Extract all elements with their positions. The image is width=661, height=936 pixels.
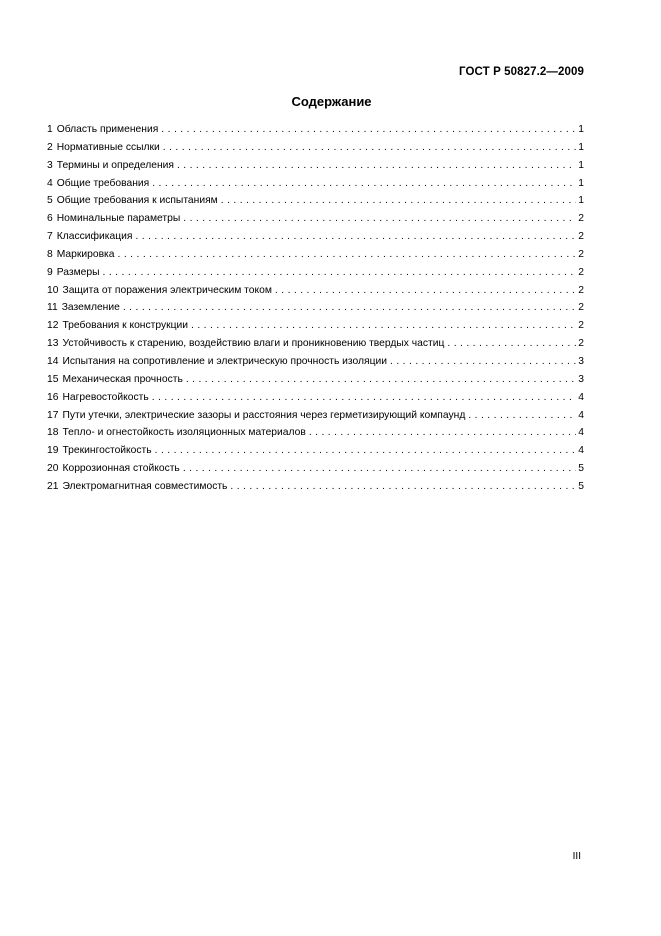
toc-entry-title: Трекингостойкость <box>62 445 152 457</box>
toc-entry-title: Область применения <box>56 124 159 135</box>
toc-entry[interactable] <box>47 410 584 428</box>
toc-entry-number: 7 <box>47 231 53 243</box>
toc-entry-page: 2 <box>578 338 584 350</box>
toc-dot-leader <box>447 338 576 349</box>
toc-entry-number: 4 <box>47 177 53 189</box>
toc-entry[interactable] <box>47 160 584 178</box>
toc-entry-number: 8 <box>47 248 53 260</box>
toc-dot-leader <box>161 124 576 135</box>
toc-entry-title: Маркировка <box>56 248 115 260</box>
toc-entry-number: 1 <box>47 124 53 135</box>
toc-entry-page: 2 <box>578 231 584 243</box>
toc-entry-title: Коррозионная стойкость <box>62 463 180 475</box>
toc-dot-leader <box>468 410 576 421</box>
toc-entry-title: Тепло- и огнестойкость изоляционных материалов <box>62 427 306 439</box>
toc-entry-title: Заземление <box>61 302 120 314</box>
toc-entry[interactable] <box>47 481 584 499</box>
toc-entry-number: 6 <box>47 213 53 225</box>
toc-entry[interactable] <box>47 463 584 481</box>
toc-dot-leader <box>177 160 576 171</box>
toc-dot-leader <box>186 374 576 385</box>
toc-title: Содержание <box>291 94 372 109</box>
toc-dot-leader <box>152 392 577 403</box>
toc-entry[interactable] <box>47 231 584 249</box>
toc-entry-title: Термины и определения <box>56 159 174 171</box>
toc-entry-page: 3 <box>578 373 584 385</box>
toc-entry-page: 1 <box>578 124 584 135</box>
toc-entry[interactable] <box>47 374 584 392</box>
toc-dot-leader <box>221 195 577 206</box>
toc-entry-page: 4 <box>578 427 584 439</box>
toc-entry[interactable] <box>47 178 584 196</box>
toc-entry-page: 2 <box>578 320 584 332</box>
toc-entry[interactable] <box>47 356 584 374</box>
toc-dot-leader <box>230 481 576 492</box>
toc-entry[interactable] <box>47 142 584 160</box>
toc-entry-page: 1 <box>578 141 584 153</box>
toc-entry[interactable] <box>47 213 584 231</box>
toc-entry-page: 5 <box>578 480 584 492</box>
toc-entry-title: Механическая прочность <box>62 373 183 385</box>
table-of-contents <box>47 124 584 499</box>
toc-entry-page: 2 <box>578 284 584 296</box>
toc-entry-page: 2 <box>578 248 584 260</box>
toc-entry[interactable] <box>47 320 584 338</box>
toc-entry-page: 5 <box>578 463 584 475</box>
toc-entry-page: 4 <box>578 409 584 421</box>
toc-entry-title: Требования к конструкции <box>62 320 189 332</box>
toc-dot-leader <box>183 213 576 224</box>
toc-entry-page: 3 <box>578 355 584 367</box>
toc-entry[interactable] <box>47 285 584 303</box>
toc-entry-number: 18 <box>47 427 59 439</box>
toc-dot-leader <box>123 302 576 313</box>
toc-entry[interactable] <box>47 445 584 463</box>
toc-dot-leader <box>118 249 577 260</box>
toc-entry-title: Пути утечки, электрические зазоры и расстояния через герметизирующий компаунд <box>62 409 466 421</box>
toc-dot-leader <box>135 231 576 242</box>
toc-entry-page: 2 <box>578 302 584 314</box>
toc-entry-number: 14 <box>47 355 59 367</box>
toc-entry-number: 10 <box>47 284 59 296</box>
toc-entry-page: 4 <box>578 445 584 457</box>
toc-entry-title: Общие требования <box>56 177 150 189</box>
toc-entry-number: 3 <box>47 159 53 171</box>
toc-entry-page: 1 <box>578 195 584 207</box>
toc-entry-number: 9 <box>47 266 53 278</box>
toc-entry-page: 1 <box>578 177 584 189</box>
toc-entry[interactable] <box>47 124 584 142</box>
toc-dot-leader <box>103 267 577 278</box>
toc-dot-leader <box>183 463 576 474</box>
toc-entry-title: Общие требования к испытаниям <box>56 195 218 207</box>
toc-entry[interactable] <box>47 267 584 285</box>
toc-entry-page: 2 <box>578 266 584 278</box>
toc-entry-number: 5 <box>47 195 53 207</box>
toc-entry-page: 2 <box>578 213 584 225</box>
toc-entry-number: 16 <box>47 391 59 403</box>
toc-entry-title: Нормативные ссылки <box>56 141 160 153</box>
toc-entry-title: Размеры <box>56 266 100 278</box>
toc-dot-leader <box>152 178 576 189</box>
toc-dot-leader <box>163 142 576 153</box>
toc-entry[interactable] <box>47 302 584 320</box>
toc-entry-number: 12 <box>47 320 59 332</box>
toc-dot-leader <box>191 320 576 331</box>
toc-entry-title: Нагревостойкость <box>62 391 149 403</box>
toc-dot-leader <box>309 427 576 438</box>
toc-entry-title: Испытания на сопротивление и электрическую прочность изоляции <box>62 355 388 367</box>
toc-entry-number: 2 <box>47 141 53 153</box>
toc-entry-number: 21 <box>47 480 59 492</box>
toc-entry-number: 13 <box>47 338 59 350</box>
document-code: ГОСТ Р 50827.2—2009 <box>459 66 584 78</box>
toc-dot-leader <box>275 285 576 296</box>
page-number: III <box>572 851 581 862</box>
toc-entry-title: Защита от поражения электрическим током <box>62 284 272 296</box>
toc-entry-title: Устойчивость к старению, воздействию влаги и проникновению твердых частиц <box>62 338 445 350</box>
toc-dot-leader <box>155 445 577 456</box>
toc-entry[interactable] <box>47 392 584 410</box>
toc-entry-number: 11 <box>47 302 58 314</box>
toc-entry-number: 20 <box>47 463 59 475</box>
toc-entry[interactable] <box>47 427 584 445</box>
toc-entry[interactable] <box>47 338 584 356</box>
toc-entry-page: 4 <box>578 391 584 403</box>
toc-entry-number: 19 <box>47 445 59 457</box>
toc-entry[interactable] <box>47 195 584 213</box>
toc-entry-number: 15 <box>47 373 59 385</box>
toc-dot-leader <box>390 356 576 367</box>
toc-entry[interactable] <box>47 249 584 267</box>
toc-entry-title: Классификация <box>56 231 133 243</box>
toc-entry-title: Электромагнитная совместимость <box>62 480 228 492</box>
toc-entry-number: 17 <box>47 409 59 421</box>
toc-entry-page: 1 <box>578 159 584 171</box>
toc-entry-title: Номинальные параметры <box>56 213 181 225</box>
